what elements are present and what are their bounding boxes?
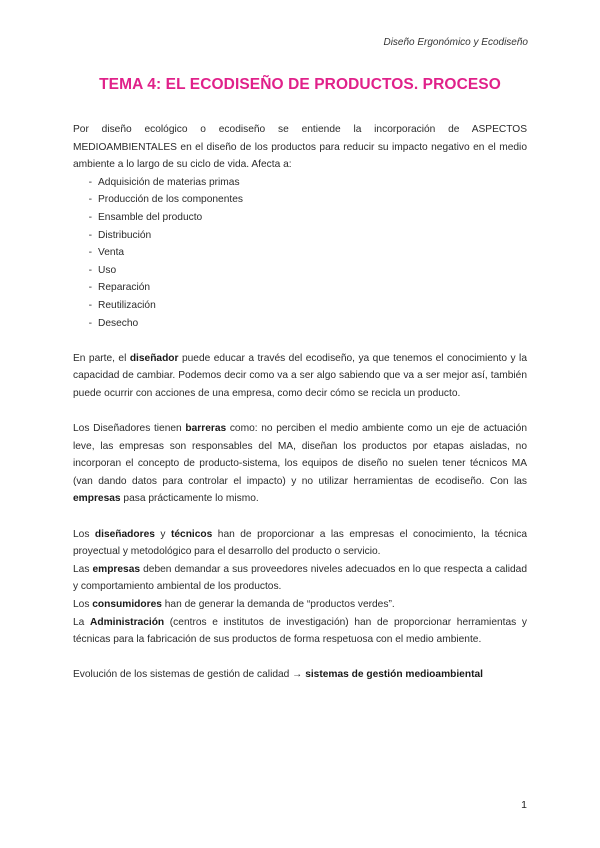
text-run: puede educar a través del ecodiseño, ya que tenemos el conocimiento y la capacidad de cambiar. Podemos decir como va a ser algo sabiendo que va a ser mejor así, también puede ocurrir con acciones de una empresa, como decir cómo se recicla un producto.: [73, 352, 527, 399]
text-run: y: [154, 528, 171, 540]
page-title: TEMA 4: EL ECODISEÑO DE PRODUCTOS. PROCESO: [99, 76, 501, 93]
text-run: Los Diseñadores tienen: [73, 423, 186, 435]
roles-paragraph-companies: [73, 561, 527, 596]
text-run: En parte, el: [73, 352, 130, 364]
text-run: Las: [73, 563, 93, 575]
bold-term: diseñador: [129, 352, 179, 364]
bold-term: empresas: [92, 563, 141, 575]
text-run: La: [73, 616, 90, 628]
text-run: han de generar la demanda de “productos verdes”.: [161, 599, 395, 611]
bold-term: diseñadores: [94, 528, 155, 540]
text-run: Evolución de los sistemas de gestión de calidad →: [73, 669, 306, 681]
list-item: - Adquisición de materias primas: [73, 174, 527, 192]
roles-paragraph-administration: [73, 614, 527, 649]
bold-term: técnicos: [170, 528, 213, 540]
text-run: pasa prácticamente lo mismo.: [120, 493, 259, 505]
lifecycle-list: [73, 174, 527, 332]
bold-term: sistemas de gestión medioambiental: [305, 669, 483, 681]
bold-term: barreras: [185, 423, 227, 435]
designer-paragraph: [73, 350, 527, 403]
list-item: - Ensamble del producto: [73, 209, 527, 227]
evolution-paragraph: [73, 666, 527, 684]
list-item: - Reutilización: [73, 297, 527, 315]
roles-paragraph-designers: [73, 526, 527, 561]
bold-term: consumidores: [92, 599, 162, 611]
list-item: - Reparación: [73, 279, 527, 297]
list-item: - Uso: [73, 262, 527, 280]
text-run: han de proporcionar a las empresas el conocimiento, la técnica proyectual y metodológico para el desarrollo del producto o servicio.: [73, 528, 527, 558]
bold-term: empresas: [73, 493, 121, 505]
text-run: (centros e institutos de investigación) han de proporcionar herramientas y técnicas para la fabricación de sus productos de forma respetuosa con el medio ambiente.: [73, 616, 527, 646]
text-run: como: no perciben el medio ambiente como un eje de actuación leve, las empresas son responsables del MA, diseñan los productos por etapas aisladas, no incorporan el concepto de producto-sistema, los equipos de diseño no suelen tener técnicos MA (van dando datos para controlar el impacto) y no utilizar herramientas de ecodiseño. Con las: [73, 423, 527, 487]
list-item: - Producción de los componentes: [73, 191, 527, 209]
bold-term: Administración: [89, 616, 165, 628]
intro-paragraph: Por diseño ecológico o ecodiseño se entiende la incorporación de ASPECTOS MEDIOAMBIENTALES en el diseño de los productos para reducir su impacto negativo en el medio ambiente a lo largo de su ciclo de vida. Afecta a:: [73, 124, 527, 171]
page-number: 1: [521, 799, 527, 811]
document-body: [73, 121, 527, 684]
list-item: - Desecho: [73, 315, 527, 333]
running-header: Diseño Ergonómico y Ecodiseño: [383, 37, 528, 48]
list-item: - Distribución: [73, 227, 527, 245]
list-item: - Venta: [73, 244, 527, 262]
text-run: Los: [73, 599, 93, 611]
text-run: deben demandar a sus proveedores niveles adecuados en lo que respecta a calidad y comportamiento ambiental de los productos.: [73, 563, 527, 593]
roles-paragraph-consumers: [73, 596, 527, 614]
text-run: Los: [73, 528, 95, 540]
barriers-paragraph: [73, 420, 527, 508]
